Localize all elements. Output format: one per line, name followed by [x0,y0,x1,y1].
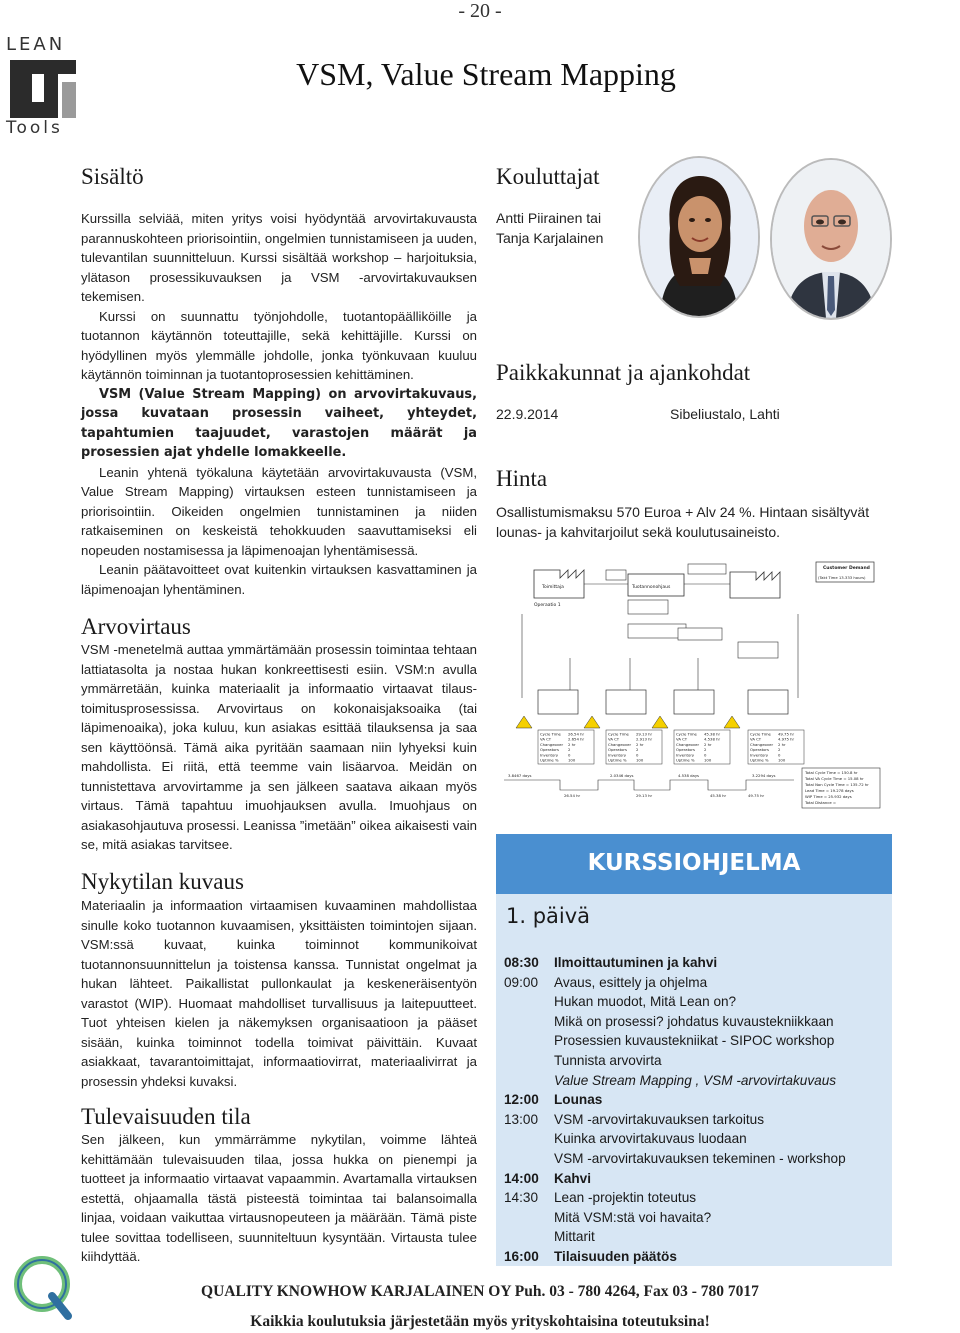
vsm-cycle-value: 2 [704,747,707,753]
program-row-time: 12:00 [504,1092,539,1108]
paikka-place: Sibeliustalo, Lahti [670,406,780,422]
vsm-cycle-label: Changeover [676,741,700,747]
vsm-cycle-value: 45.38 hr [704,731,721,737]
hinta-text: Osallistumismaksu 570 Euroa + Alv 24 %. Hintaan sisältyvät lounas- ja kahvitarjoilut sekä koulutusaineisto. [496,504,870,540]
program-row-text: Value Stream Mapping , VSM -arvovirtakuvaus [554,1072,837,1088]
logo-text-bottom: Tools [6,118,63,138]
vsm-cycle-label: Uptime % [750,757,769,763]
vsm-timeline-labels [508,773,775,798]
vsm-cycle-label: Operators [750,747,769,753]
vsm-cycle-label: Changeover [608,741,632,747]
vsm-cycle-value: 26.54 hr [568,731,585,737]
program-row-text: Avaus, esittely ja ohjelma [554,974,708,990]
vsm-timeline-days: 4.538 days [678,773,700,778]
inventory-icon [584,716,600,728]
vsm-cycle-value: 2 [778,747,781,753]
vsm-cycle-label: VA CT [676,736,688,742]
vsm-diagram [498,558,892,810]
vsm-cycle-label: VA CT [540,736,552,742]
program-row-time: 13:00 [504,1111,539,1127]
vsm-cycle-label: Uptime % [540,757,559,763]
vsm-timeline-hours: 45.38 hr [710,793,727,798]
sisalto-paragraph-5: Leanin päätavoitteet ovat kuitenkin virtauksen kasvattaminen ja läpimenoajan lyhentäminen. [81,562,477,597]
vsm-cycle-value: 2 hr [704,741,712,747]
vsm-cycle-value: 100 [568,757,576,763]
vsm-cycle-value: 100 [704,757,712,763]
kouluttajat-line-2: Tanja Karjalainen [496,230,604,246]
vsm-timeline-hours: 49.75 hr [748,793,765,798]
vsm-cycle-value: 0 [778,752,781,758]
program-row-text: Prosessien kuvaustekniikat - SIPOC workshop [554,1033,835,1049]
vsm-cycle-value: 100 [636,757,644,763]
vsm-cycle-value: 49.75 hr [778,731,795,737]
vsm-cycle-label: Uptime % [608,757,627,763]
page-number: - 20 - [458,0,502,22]
vsm-cycle-label: Operators [540,747,559,753]
program-heading: KURSSIOHJELMA [587,850,801,876]
tulevaisuus-body [81,1130,477,1267]
vsm-cycle-value: 4.975 hr [778,736,795,742]
program-row-text: Mikä on prosessi? johdatus kuvaustekniikkaan [554,1013,834,1029]
kouluttajat-heading: Kouluttajat [496,164,600,189]
vsm-cycle-label: Changeover [540,741,564,747]
vsm-timeline-days: 3.2294 days [752,773,776,778]
program-row-text: Lounas [554,1092,603,1108]
program-row-text: Mittarit [554,1229,595,1245]
program-row-text: Tunnista arvovirta [554,1053,662,1068]
nykytila-body [81,896,477,1091]
sisalto-heading: Sisältö [81,164,144,189]
vsm-total-line: Total Distance = [805,800,837,805]
arvovirtaus-text: VSM -menetelmä auttaa ymmärtämään prosessin toimintaa tehtaan lattiatasolta ja nostaa hukan konkreettisesti esiin. VSM:n avulla ymmärretään, kuinka materiaalit ja informaatio virtaavat tilaus-toimitusprosessissa. Arvovirtaus on kokonaisjaksoaika (tai läpimenoaika), joka kuluu, kun asiakas esittää tilauksensa ja saa sen käyttöönsä. Tämä aika pyritään saamaan niin lyhyeksi kuin mahdollista. Ei riitä, että teemme vain lisäarvoa. Meidän on tunnistettava arvovirtamme ja sen jälkeen saatava aikaan myös virtaus. Tämä tapahtuu imuohjauksen avulla. Imuohjaus on asiakasohjautuva prosessi. Leanissa ”imetään” oikea aikaisesti vain se, mitä asiakas tarvitsee. [81,642,477,852]
program-row-text: Kuinka arvovirtakuvaus luodaan [554,1131,747,1147]
supplier-factory-icon [534,570,584,598]
vsm-cycle-value: 2 [636,747,639,753]
kouluttajat-line-1: Antti Piirainen tai [496,210,602,226]
program-row-time: 09:00 [504,974,539,990]
vsm-cycle-label: Cycle Time [750,731,771,737]
customer-factory-icon [730,572,780,598]
inventory-icon [516,716,532,728]
vsm-cycle-label: Uptime % [676,757,695,763]
nykytila-text: Materiaalin ja informaation virtaamisen kuvaaminen mahdollistaa sinulle koko tuotannon kuvaamisen, yksittäisten toimintojen sijaan. VSM:ssä kuvaat, kuinka toiminnot kommunikoivat tuotannonsuunnittelun ja toistensa kanssa. Tunnistat ongelmat ja hukan lähteet. Paikallistat pullonkaulat ja keskeneräisentyön varastot (WIP). Huomaat mahdolliset turvallisuus ja laitepuutteet. Tuot yhteisen kielen ja näkemyksen organisaatioon ja pääset sisään, kuinka toiminnot todella toimivat päivittäin. Kuvaat asiakkaat, tavarantoimittajat, informaatiovirrat, materiaalivirrat ja prosessin yhdeksi kuvaksi. [81,898,477,1089]
program-row-text: Ilmoittautuminen ja kahvi [554,955,718,970]
paikka-heading: Paikkakunnat ja ajankohdat [496,360,751,385]
vsm-total-line: Lead Time = 19.278 days [805,788,854,793]
vsm-cycle-value: 0 [636,752,639,758]
vsm-cycle-value: 2 hr [778,741,786,747]
vsm-cycle-value: 2.913 hr [636,736,653,742]
vsm-timeline-days: 2.0346 days [610,773,634,778]
program-row-text: VSM -arvovirtakuvauksen tarkoitus [554,1111,765,1127]
vsm-cycle-label: Changeover [750,741,774,747]
sisalto-paragraph-3: VSM (Value Stream Mapping) on arvovirtakuvaus, jossa kuvataan prosessin vaiheet, yhteydet, tapahtumien taajuudet, varastojen määrät ja prosessien ajat yhdelle lomakkeelle. [81,386,477,460]
logo-text-top: LEAN [6,34,66,55]
vsm-cycle-label: Inventory [750,752,769,758]
program-header [496,834,892,894]
paikka-date: 22.9.2014 [496,406,559,422]
program-day: 1. päivä [506,904,591,928]
vsm-cycle-label: Operators [676,747,695,753]
portrait-woman-icon [640,158,758,316]
vsm-cycle-value: 2 hr [636,741,644,747]
vsm-supplier-label: Toimittaja [542,585,564,590]
arvovirtaus-heading: Arvovirtaus [81,614,191,639]
vsm-cycle-label: Inventory [676,752,695,758]
vsm-cycle-value: 4.538 hr [704,736,721,742]
vsm-cycle-label: Operators [608,747,627,753]
vsm-timeline-days: 3.8467 days [508,773,532,778]
vsm-cycle-value: 29.13 hr [636,731,653,737]
sisalto-body [81,209,477,599]
program-row-text: Lean -projektin toteutus [554,1190,697,1206]
program-row-text: Hukan muodot, Mitä Lean on? [554,994,737,1010]
hinta-heading: Hinta [496,466,548,491]
vsm-timeline-hours: 29.13 hr [636,793,653,798]
vsm-total-line: Total VA Cycle Time = 15.08 hr [805,776,864,781]
program-row-text: Mitä VSM:stä voi havaita? [554,1209,712,1225]
vsm-cycle-label: VA CT [750,736,762,742]
tulevaisuus-text: Sen jälkeen, kun ymmärrämme nykytilan, voimme lähteä kehittämään tulevaisuuden tilaa, jossa hukka on pienempi ja tuotteet ja informaatio virtaavat vapaammin. Avartamalla virtauksen estettä, ohjaamalla tästä pisteestä toimintaa tai balansoimalla linjaa, voidaan vaikuttaa virtausnopeuteen ja määrään. Tämä piste tulee sovittaa todelliseen, suunniteltuun kysyntään. Virtausta tulee kiihdyttää. [81,1132,477,1264]
vsm-control-label: Tuotannonohjaus [632,585,671,590]
vsm-timeline [504,780,794,790]
arvovirtaus-body [81,640,477,855]
vsm-cycle-value: 2.654 hr [568,736,585,742]
program-row-text: Kahvi [554,1170,592,1186]
nykytila-heading: Nykytilan kuvaus [81,869,244,894]
vsm-timeline-hours: 26.54 hr [564,793,581,798]
trainer-portrait-1 [638,156,760,318]
program-row-time: 08:30 [504,955,539,970]
vsm-op1-label: Operaatio 1 [534,603,561,608]
vsm-cycle-label: Inventory [608,752,627,758]
vsm-cycle-value: 0 [568,752,571,758]
sisalto-paragraph-4: Leanin yhtenä työkaluna käytetään arvovirtakuvausta (VSM, Value Stream Mapping) virtauksen esteen tunnistamiseen ja priorisointiin. Oikeiden ongelmien tunnistaminen ja niiden ratkaiseminen on keskeistä tehokkuuden saavuttamiseksi eli nopeuden nostamisessa ja läpimenoajan lyhentämisessä. [81,464,477,558]
program-row-time: 16:00 [504,1249,539,1264]
program-row-time: 14:00 [504,1170,539,1186]
vsm-cycle-value: 2 [568,747,571,753]
footer-contact: QUALITY KNOWHOW KARJALAINEN OY Puh. 03 - 780 4264, Fax 03 - 780 7017 [201,1283,759,1300]
program-box [496,834,892,1266]
inventory-icon [724,716,740,728]
portrait-man-icon [772,160,890,318]
tulevaisuus-heading: Tulevaisuuden tila [81,1104,251,1129]
vsm-total-line: Total Non Cycle Time = 135.72 hr [805,782,869,787]
program-row-time: 14:30 [504,1190,539,1206]
vsm-cycle-label: Cycle Time [676,731,697,737]
program-row-text: Tilaisuuden päätös [554,1249,677,1264]
vsm-customer-demand: Customer Demand [823,566,870,571]
page-title: VSM, Value Stream Mapping [296,56,676,92]
trainer-portrait-2 [770,158,892,320]
footer-note: Kaikkia koulutuksia järjestetään myös yrityskohtaisina toteutuksina! [250,1313,710,1330]
vsm-cycle-value: 2 hr [568,741,576,747]
vsm-cycle-value: 0 [704,752,707,758]
inventory-icon [652,716,668,728]
vsm-total-line: WIP Time = 25.932 days [805,794,852,799]
vsm-cycle-label: VA CT [608,736,620,742]
sisalto-paragraph-1: Kurssilla selviää, miten yritys voisi hyödyntää arvovirtakuvausta parannuskohteen priorisointiin, ongelmien tunnistamiseen ja uuden, tulevantilan suunnitteluun. Kurssi sisältää workshop – harjoituksia, ylätason prosessikuvauksen ja VSM -arvovirtakuvauksen tekemisen. [81,211,477,304]
program-row-text: VSM -arvovirtakuvauksen tekeminen - workshop [554,1151,846,1166]
vsm-customer-demand-sub: (Takt Time 13.333 hours) [818,575,866,580]
vsm-cycle-label: Inventory [540,752,559,758]
sisalto-paragraph-2: Kurssi on suunnattu työnjohdolle, tuotantopäälliköille ja tuotannon käytännön toteuttajille, sekä kehittäjille. Kurssi on hyödyllinen myös ylemmälle johdolle, jonka työnkuvaan kuuluu käytännön toiminnan ja tuotantoprosessien kehittäminen. [81,308,477,382]
vsm-total-line: Total Cycle Time = 150.8 hr [805,770,858,775]
vsm-cycle-value: 100 [778,757,786,763]
vsm-cycle-label: Cycle Time [608,731,629,737]
vsm-cycle-label: Cycle Time [540,731,561,737]
